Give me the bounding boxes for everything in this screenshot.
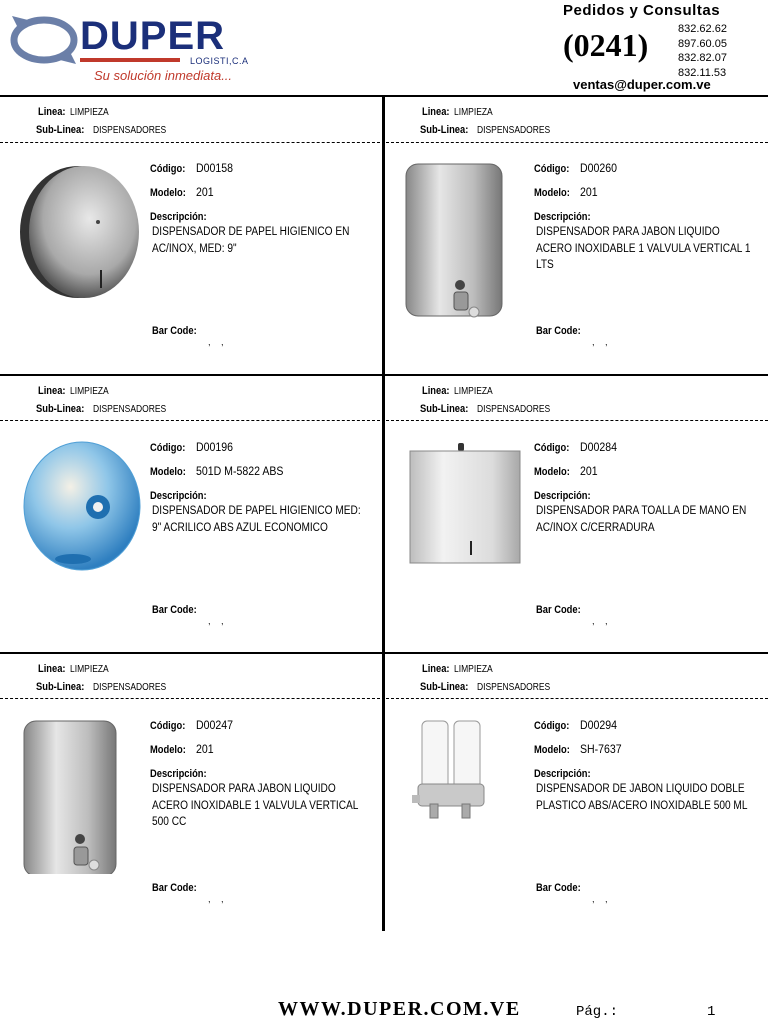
codigo-value: D00284 (579, 440, 617, 454)
linea-value: LIMPIEZA (454, 386, 494, 397)
phone-number: 897.60.05 (678, 37, 727, 50)
linea-label: Linea: (422, 663, 450, 675)
product-card (0, 376, 384, 654)
descripcion-label: Descripción: (534, 490, 591, 502)
product-card (0, 97, 384, 375)
modelo-label: Modelo: (534, 744, 570, 756)
modelo-label: Modelo: (150, 466, 186, 478)
linea-value: LIMPIEZA (454, 107, 494, 118)
barcode-label: Bar Code: (152, 604, 197, 616)
barcode-value: , , (592, 337, 612, 347)
codigo-value: D00260 (579, 161, 617, 175)
codigo-label: Código: (150, 720, 186, 732)
towel-dispenser-icon (402, 431, 527, 581)
descripcion-value: DISPENSADOR PARA TOALLA DE MANO EN AC/INOX C/CERRADURA (536, 505, 747, 534)
sublinea-label: Sub-Linea: (420, 403, 469, 415)
logo-subtitle: LOGISTI,C.A (190, 56, 249, 66)
sublinea-value: DISPENSADORES (92, 682, 167, 693)
barcode-value: , , (208, 337, 228, 347)
modelo-value: SH-7637 (580, 742, 622, 756)
modelo-label: Modelo: (150, 187, 186, 199)
sublinea-value: DISPENSADORES (476, 682, 551, 693)
phone-number: 832.82.07 (678, 52, 727, 64)
descripcion-label: Descripción: (534, 211, 591, 223)
codigo-label: Código: (150, 163, 186, 175)
sublinea-value: DISPENSADORES (476, 125, 551, 136)
modelo-label: Modelo: (150, 744, 186, 756)
codigo-value: D00196 (195, 440, 233, 454)
modelo-label: Modelo: (534, 187, 570, 199)
codigo-label: Código: (534, 442, 570, 454)
sublinea-value: DISPENSADORES (92, 125, 167, 136)
modelo-value: 501D M-5822 ABS (196, 464, 284, 478)
logo-underline (80, 58, 180, 62)
modelo-value: 201 (580, 464, 598, 478)
phone-list (678, 22, 727, 80)
logo-name: DUPER (80, 14, 226, 58)
product-card (0, 654, 384, 932)
descripcion-label: Descripción: (150, 490, 207, 502)
barcode-value: , , (592, 616, 612, 626)
barcode-label: Bar Code: (152, 882, 197, 894)
company-logo (10, 8, 250, 88)
product-card (384, 376, 768, 654)
phone-number: 832.11.53 (678, 66, 727, 79)
codigo-label: Código: (150, 442, 186, 454)
contact-email[interactable]: ventas@duper.com.ve (573, 77, 711, 92)
codigo-value: D00247 (195, 718, 233, 732)
codigo-label: Código: (534, 720, 570, 732)
linea-label: Linea: (38, 663, 66, 675)
descripcion-value: DISPENSADOR DE PAPEL HIGIENICO MED: 9" ACRILICO ABS AZUL ECONOMICO (152, 505, 361, 534)
barcode-value: , , (208, 616, 228, 626)
codigo-label: Código: (534, 163, 570, 175)
modelo-value: 201 (196, 742, 214, 756)
barcode-value: , , (592, 894, 612, 904)
barcode-label: Bar Code: (152, 325, 197, 337)
logo-swirl-icon (10, 8, 90, 78)
logo-tagline: Su solución inmediata... (94, 68, 233, 83)
sublinea-label: Sub-Linea: (36, 403, 85, 415)
descripcion-value: DISPENSADOR DE PAPEL HIGIENICO EN AC/INOX, MED: 9" (152, 226, 350, 255)
linea-value: LIMPIEZA (454, 664, 494, 675)
descripcion-label: Descripción: (150, 211, 207, 223)
linea-label: Linea: (422, 106, 450, 118)
page-label: Pág.: (576, 1004, 619, 1020)
sublinea-value: DISPENSADORES (92, 404, 167, 415)
linea-label: Linea: (38, 385, 66, 397)
barcode-value: , , (208, 894, 228, 904)
area-code: (0241) (563, 27, 649, 63)
sublinea-label: Sub-Linea: (420, 124, 469, 136)
phone-number: 832.62.62 (678, 23, 727, 35)
descripcion-value: DISPENSADOR PARA JABON LIQUIDO ACERO INOXIDABLE 1 VALVULA VERTICAL 1 LTS (536, 226, 751, 271)
descripcion-value: DISPENSADOR PARA JABON LIQUIDO ACERO INOXIDABLE 1 VALVULA VERTICAL 500 CC (152, 783, 359, 828)
double-soap-dispenser-icon (402, 709, 527, 859)
linea-value: LIMPIEZA (70, 386, 110, 397)
sublinea-label: Sub-Linea: (36, 124, 85, 136)
linea-value: LIMPIEZA (70, 107, 110, 118)
barcode-label: Bar Code: (536, 604, 581, 616)
modelo-label: Modelo: (534, 466, 570, 478)
linea-label: Linea: (38, 106, 66, 118)
codigo-value: D00294 (579, 718, 617, 732)
codigo-value: D00158 (195, 161, 233, 175)
page-number: 1 (707, 1004, 716, 1020)
soap-dispenser-icon (402, 152, 527, 302)
linea-label: Linea: (422, 385, 450, 397)
product-card (384, 97, 768, 375)
soap-dispenser-icon (18, 709, 143, 859)
product-card (384, 654, 768, 932)
descripcion-value: DISPENSADOR DE JABON LIQUIDO DOBLE PLASTICO ABS/ACERO INOXIDABLE 500 ML (536, 783, 748, 812)
modelo-value: 201 (196, 185, 214, 199)
barcode-label: Bar Code: (536, 325, 581, 337)
linea-value: LIMPIEZA (70, 664, 110, 675)
barcode-label: Bar Code: (536, 882, 581, 894)
descripcion-label: Descripción: (150, 768, 207, 780)
footer-website[interactable]: WWW.DUPER.COM.VE (278, 998, 521, 1020)
modelo-value: 201 (580, 185, 598, 199)
sublinea-value: DISPENSADORES (476, 404, 551, 415)
round-steel-dispenser-icon (18, 152, 143, 302)
contact-title: Pedidos y Consultas (563, 2, 721, 19)
sublinea-label: Sub-Linea: (36, 681, 85, 693)
sublinea-label: Sub-Linea: (420, 681, 469, 693)
descripcion-label: Descripción: (534, 768, 591, 780)
round-blue-dispenser-icon (18, 431, 143, 581)
